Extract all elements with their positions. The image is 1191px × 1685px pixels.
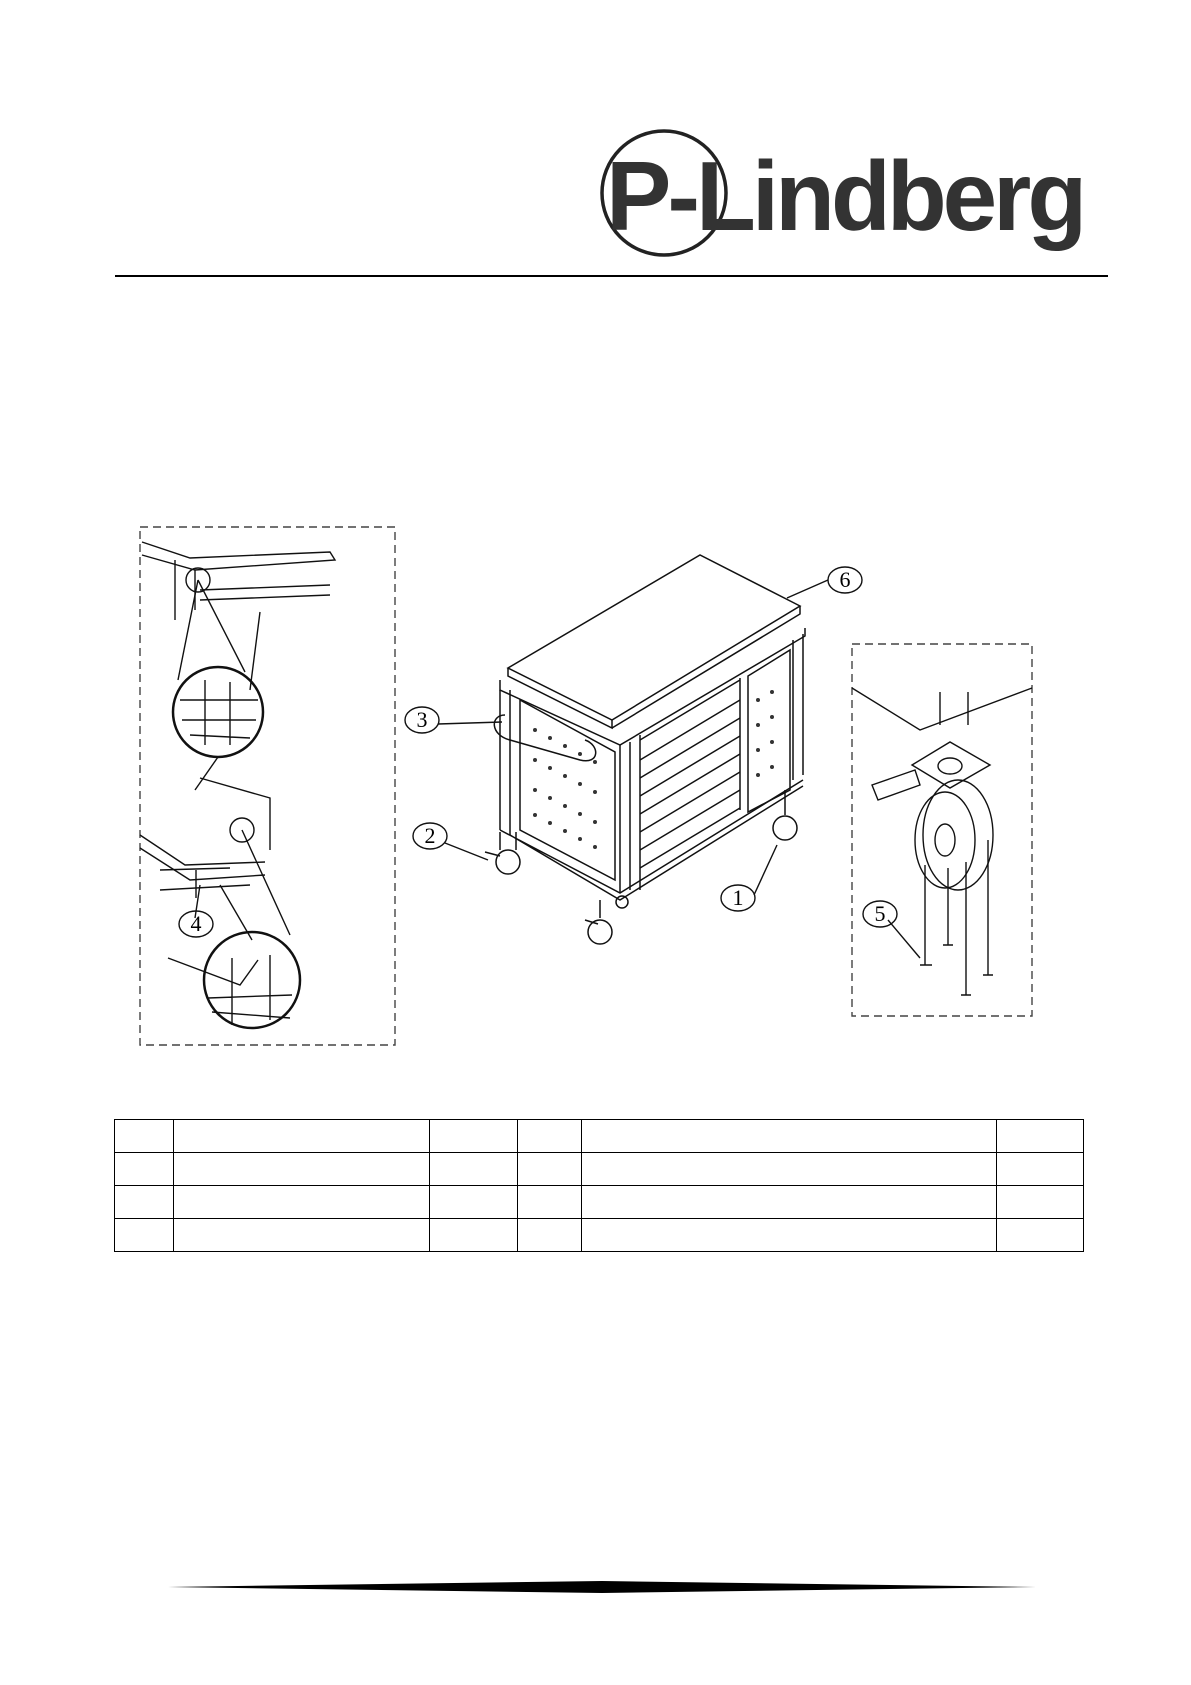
table-cell (115, 1120, 174, 1153)
table-row (115, 1186, 1084, 1219)
leader-2 (445, 843, 488, 860)
table-cell (997, 1186, 1084, 1219)
table-cell (582, 1219, 997, 1252)
table-row (115, 1120, 1084, 1153)
table-row (115, 1153, 1084, 1186)
table-cell (582, 1153, 997, 1186)
table-cell (518, 1186, 582, 1219)
table-cell (430, 1219, 518, 1252)
table-cell (518, 1219, 582, 1252)
leader-6 (787, 580, 828, 598)
callout-label-5: 5 (874, 901, 886, 926)
parts-table (114, 1119, 1084, 1252)
leader-3 (438, 722, 502, 724)
table-row (115, 1219, 1084, 1252)
table-cell (174, 1219, 430, 1252)
callout-label-3: 3 (416, 707, 428, 732)
table-cell (115, 1153, 174, 1186)
caster-detail (852, 688, 1032, 995)
table-cell (115, 1219, 174, 1252)
callout-label-1: 1 (732, 885, 744, 910)
callout-label-6: 6 (839, 567, 851, 592)
table-cell (115, 1186, 174, 1219)
table-cell (518, 1120, 582, 1153)
table-cell (430, 1186, 518, 1219)
callout-label-4: 4 (190, 911, 202, 936)
table-cell (174, 1186, 430, 1219)
table-cell (997, 1153, 1084, 1186)
table-cell (997, 1120, 1084, 1153)
caster-detail-frame (852, 644, 1032, 1016)
table-cell (518, 1153, 582, 1186)
footer-divider (168, 1580, 1036, 1592)
table-cell (582, 1186, 997, 1219)
table-cell (430, 1153, 518, 1186)
table-cell (582, 1120, 997, 1153)
table-cell (174, 1120, 430, 1153)
callout-label-2: 2 (424, 823, 436, 848)
table-cell (174, 1153, 430, 1186)
table-cell (997, 1219, 1084, 1252)
table-cell (430, 1120, 518, 1153)
drawer-detail-frame (140, 527, 395, 1045)
leader-1 (754, 845, 777, 895)
logo-text: P-Lindberg (606, 141, 1084, 251)
